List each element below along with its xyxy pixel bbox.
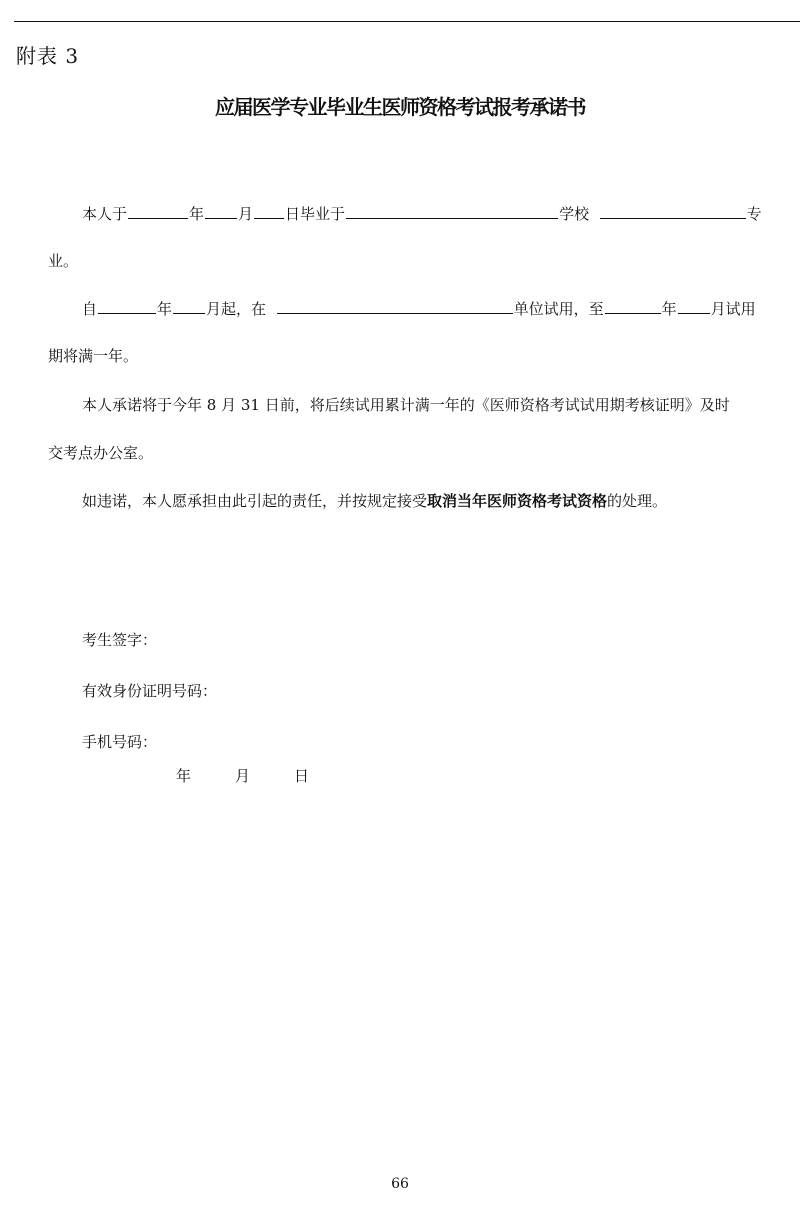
page-number: 66 [391,1176,409,1192]
month-trial-text: 月试用 [710,300,756,318]
graduation-day-blank[interactable] [254,202,284,219]
paragraph-graduation-line1 [82,202,762,225]
date-month-label: 月 [235,767,251,785]
month-text: 月 [238,205,254,223]
paragraph-trial-line1 [82,297,756,320]
paragraph-graduation-line2: 业。 [48,252,79,270]
school-name-blank[interactable] [346,202,558,219]
candidate-signature-label: 考生签字： [82,631,158,649]
year2-text: 年 [661,300,677,318]
paragraph-violation [82,490,667,512]
date-year-label: 年 [176,767,192,785]
year-text: 年 [189,205,205,223]
intro-text: 本人于 [82,205,128,223]
school-text: 学校 [559,205,590,223]
from-text: 自 [82,300,98,318]
paragraph-commitment-line1: 本人承诺将于今年 8 月 31 日前，将后续试用累计满一年的《医师资格考试试用期考核证明》及时 [82,396,730,414]
day-graduate-text: 日毕业于 [285,205,346,223]
paragraph-commitment-line2: 交考点办公室。 [48,444,154,462]
paragraph-trial-line2: 期将满一年。 [48,347,139,365]
phone-number-label: 手机号码： [82,733,158,751]
appendix-label: 附表 3 [16,44,80,68]
trial-end-year-blank[interactable] [605,297,661,314]
violation-emphasis: 取消当年医师资格考试资格 [427,492,608,510]
major-name-blank[interactable] [600,202,746,219]
unit-trial-text: 单位试用，至 [513,300,604,318]
violation-prefix: 如违诺，本人愿承担由此引起的责任，并按规定接受 [82,492,428,510]
major-prefix-text: 专 [746,205,762,223]
document-title: 应届医学专业毕业生医师资格考试报考承诺书 [215,95,585,119]
top-rule [14,21,800,22]
trial-end-month-blank[interactable] [678,297,710,314]
graduation-year-blank[interactable] [128,202,188,219]
trial-start-month-blank[interactable] [173,297,205,314]
violation-suffix: 的处理。 [607,492,668,510]
trial-unit-blank[interactable] [277,297,513,314]
month-start-text: 月起，在 [206,300,267,318]
date-day-label: 日 [294,767,310,785]
id-number-label: 有效身份证明号码： [82,682,218,700]
year-text: 年 [157,300,173,318]
graduation-month-blank[interactable] [205,202,237,219]
trial-start-year-blank[interactable] [98,297,156,314]
